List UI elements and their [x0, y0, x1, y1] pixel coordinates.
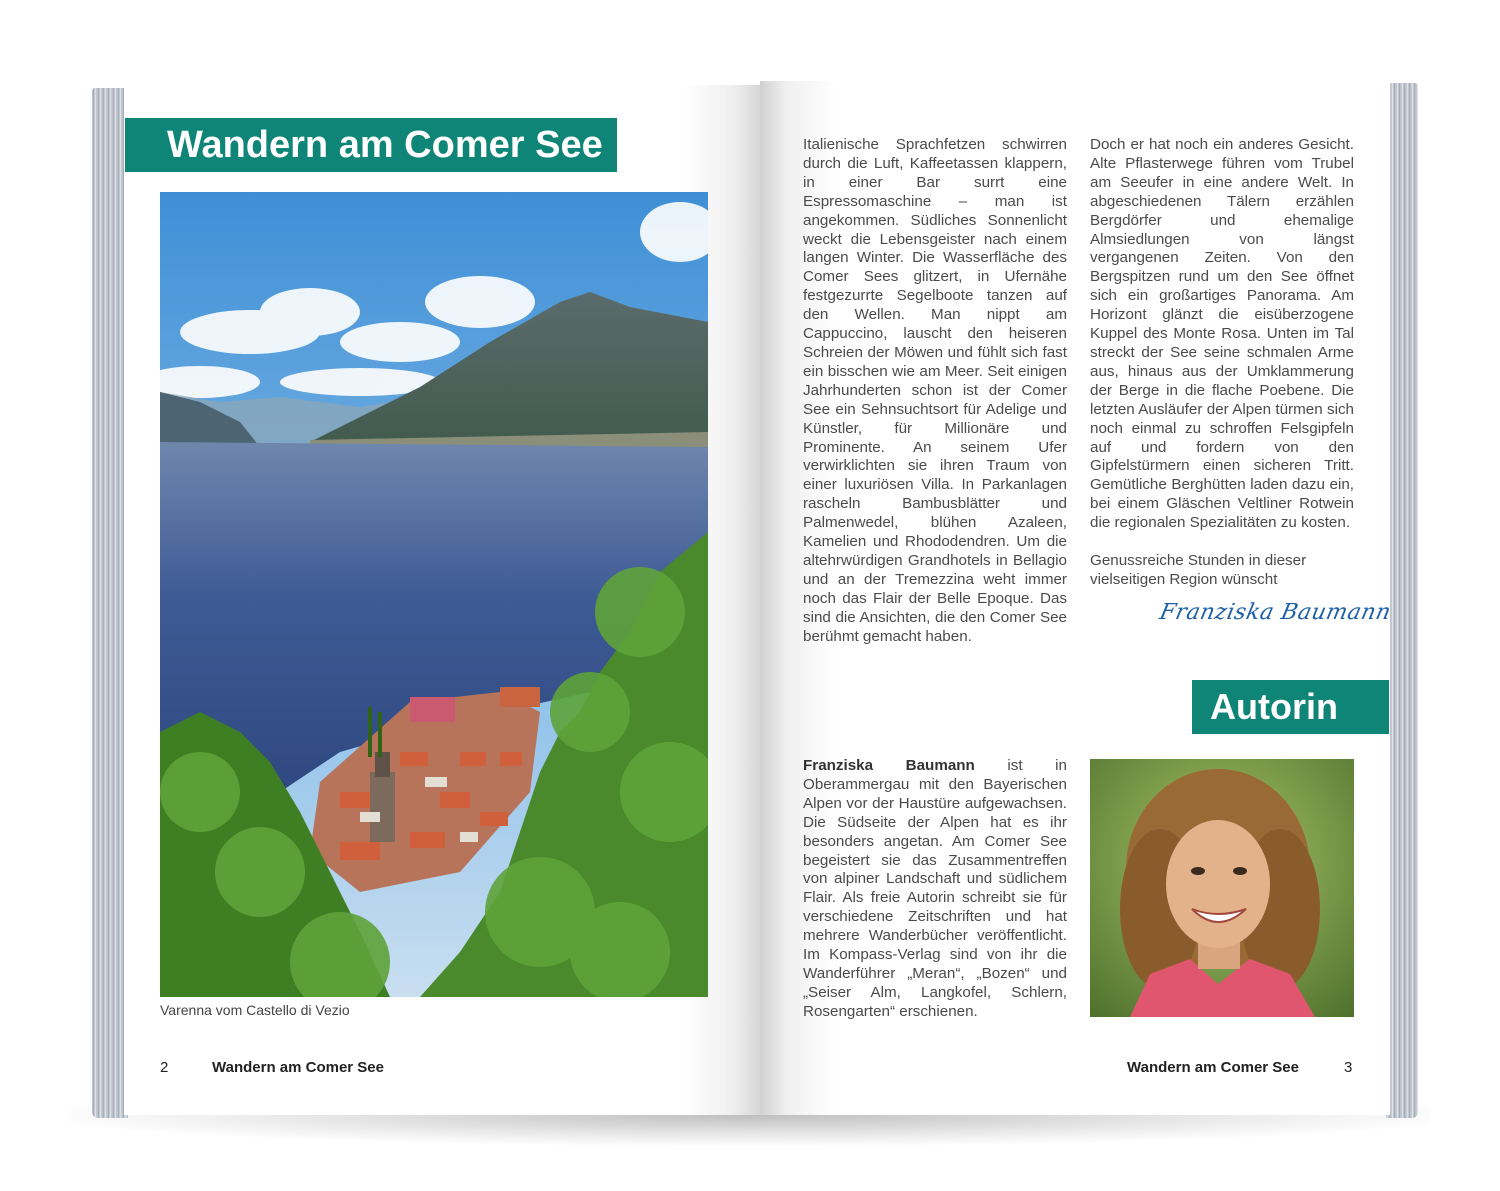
lake-como-photo: [160, 192, 708, 997]
footer-page-number-right: 3: [1344, 1059, 1353, 1076]
page-title: Wandern am Comer See: [125, 118, 617, 172]
footer-title-left: Wandern am Comer See: [212, 1059, 384, 1076]
footer-title-right: Wandern am Comer See: [1127, 1059, 1299, 1076]
greeting-text: Genussreiche Stunden in dieser vielseitigen Region wünscht: [1090, 552, 1307, 588]
author-signature: Franziska Baumann: [1157, 600, 1394, 625]
photo-caption: Varenna vom Castello di Vezio: [160, 1002, 350, 1018]
intro-text-column-1: Italienische Sprachfetzen schwirren durch die Luft, Kaffeetassen klappern, in einer Bar surrt eine Espressomaschine – man ist angekommen. Südliches Sonnenlicht weckt die Lebensgeister nach einem langen Winter. Die Wasserfläche des Comer Sees glitzert, in Ufernähe festgezurrte Segelboote tanzen auf den Wellen. Man nippt am Cappuccino, lauscht den heiseren Schreien der Möwen und fühlt sich fast ein bisschen wie am Meer. Seit einigen Jahrhunderten schon ist der Comer See ein Sehnsuchtsort für Adelige und Künstler, für Millionäre und Prominente. An seinem Ufer verwirklichten sie ihren Traum von einer luxuriösen Villa. In Parkanlagen rascheln Bambusblätter und Palmenwedel, blühen Azaleen, Kamelien und Rhododendren. Um die altehrwürdigen Grandhotels in Bellagio und an der Tremezzina weht immer noch das Flair der Belle Epoque. Das sind die Ansichten, die den Comer See berühmt gemacht haben.: [803, 136, 1067, 645]
author-heading: Autorin: [1192, 680, 1389, 734]
author-bio-text: ist in Oberammergau mit den Bayerischen Alpen vor der Haustüre aufgewachsen. Die Südseite der Alpen hat es ihr besonders angetan. Am Comer See begeistert sie das Zusammentreffen von alpiner Landschaft und südlichem Flair. Als freie Autorin schreibt sie für verschiedene Zeitschriften und hat mehrere Wanderbücher veröffentlicht. Im Kompass-Verlag sind von ihr die Wanderführer „Meran“, „Bozen“ und „Seiser Alm, Langkofel, Schlern, Rosengarten“ erschienen.: [803, 757, 1067, 1020]
footer-page-number-left: 2: [160, 1059, 169, 1076]
intro-text-column-2: [1090, 136, 1354, 590]
book-page-edges-left: [92, 88, 128, 1118]
author-bio: [803, 757, 1067, 1022]
author-portrait-photo: [1090, 759, 1354, 1017]
intro-text-column-2-body: Doch er hat noch ein anderes Gesicht. Alte Pflasterwege führen vom Trubel am Seeufer in eine andere Welt. In abgeschiedenen Tälern erzählen Bergdörfer und ehemalige Almsiedlungen von längst vergangenen Zeiten. Von den Bergspitzen rund um den See öffnet sich ein großartiges Panorama. Am Horizont glänzt die eisüberzogene Kuppel des Monte Rosa. Unten im Tal streckt der See seine schmalen Arme aus, hinaus aus der Umklammerung der Berge in die flache Poebene. Die letzten Ausläufer der Alpen türmen sich noch einmal zu schroffen Felsgipfeln auf und fordern von den Gipfelstürmern einen sicheren Tritt. Gemütliche Berghütten laden dazu ein, bei einem Gläschen Veltliner Rotwein die regionalen Spezialitäten zu kosten.: [1090, 136, 1354, 532]
author-bio-name: Franziska Baumann: [803, 757, 975, 774]
